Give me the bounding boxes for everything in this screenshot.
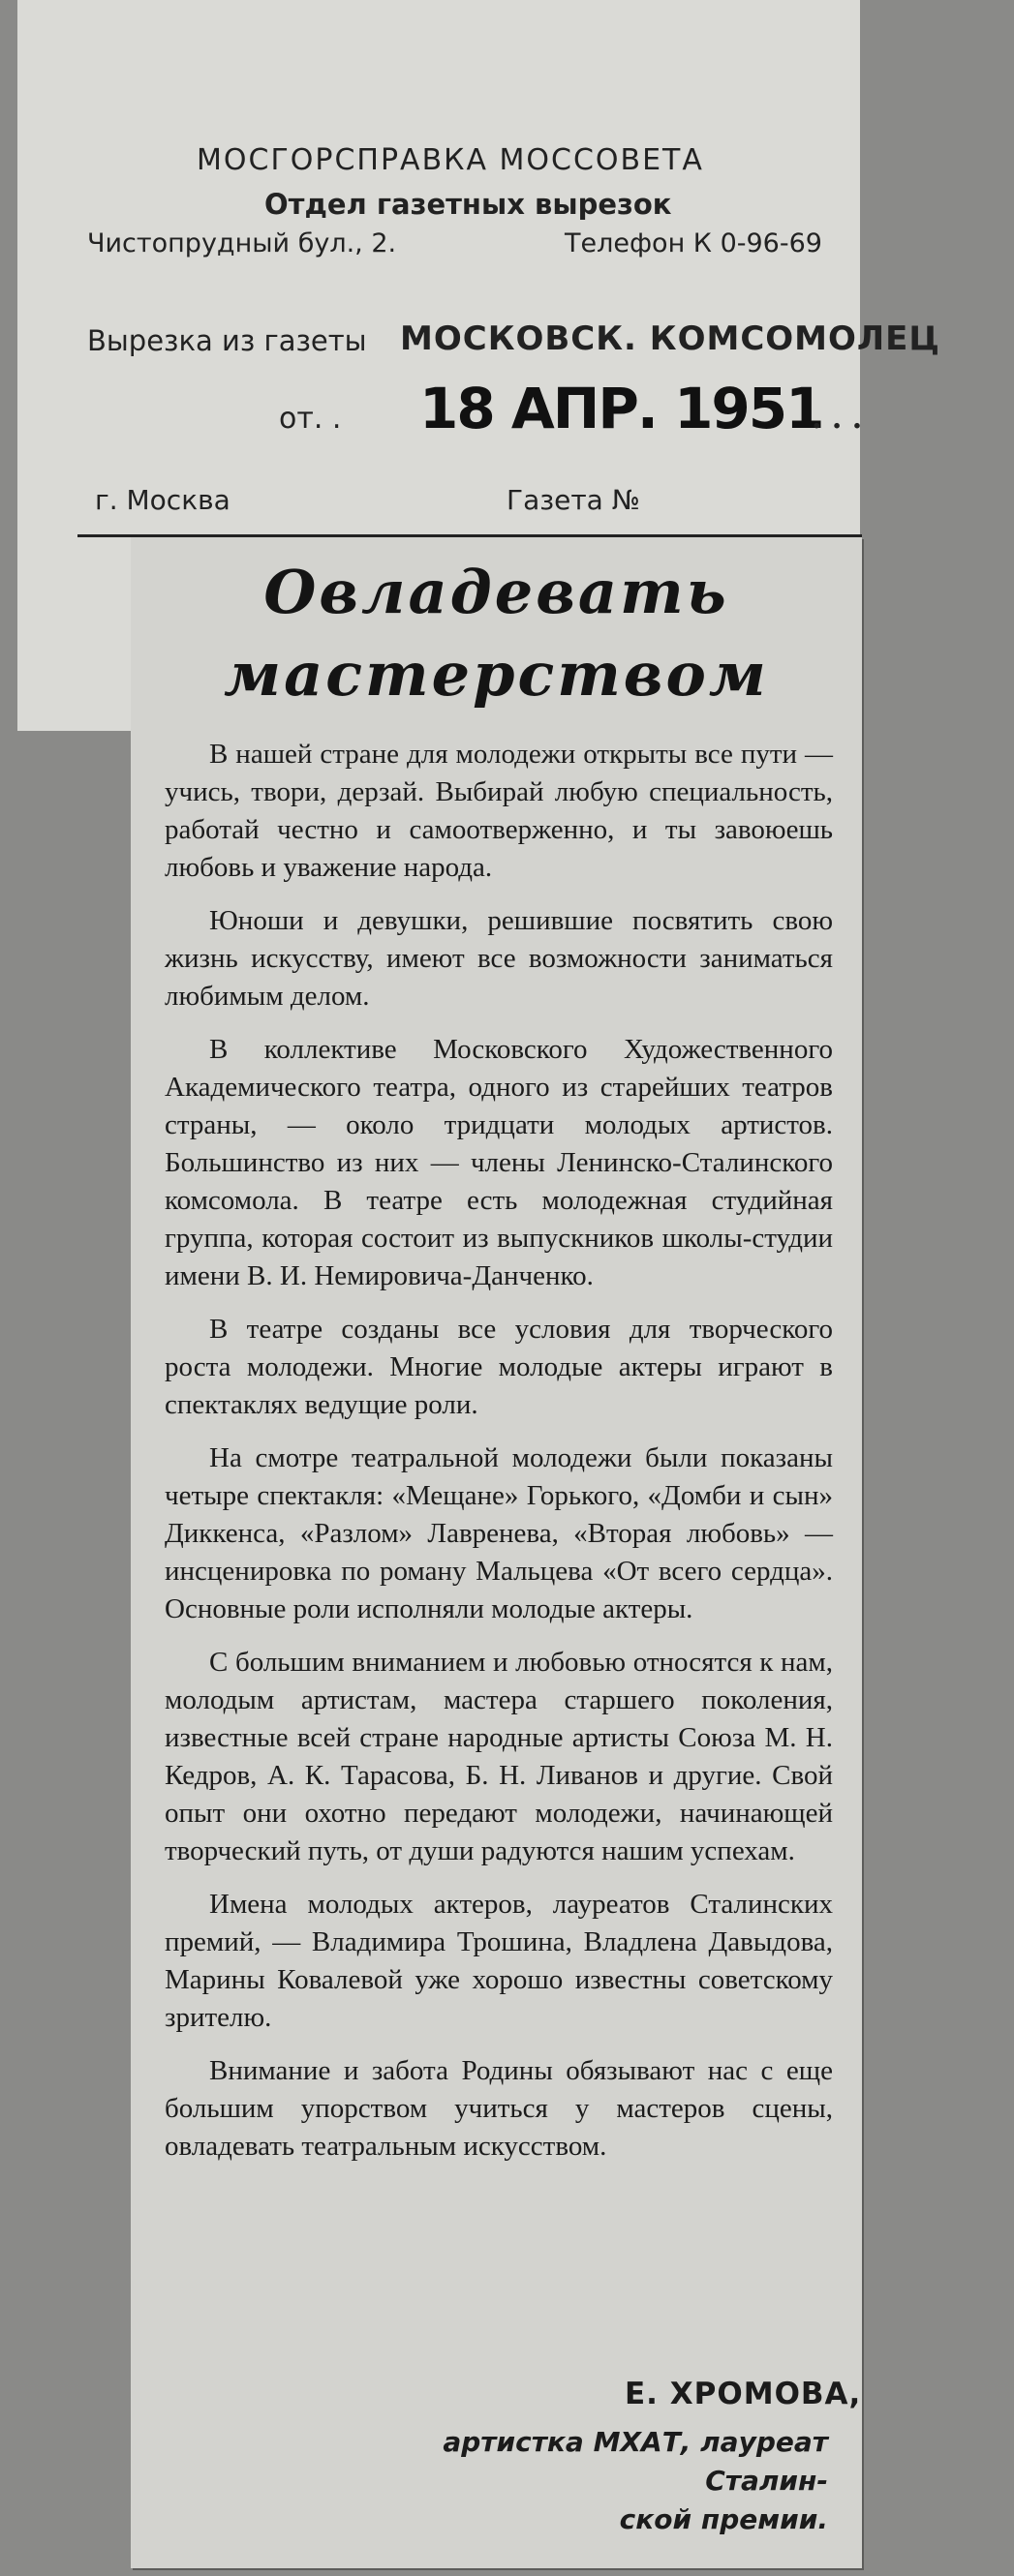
paragraph: В театре созданы все условия для творческого роста молодежи. Многие молодые актеры играют в спектаклях ведущие роли. [165,1314,833,1420]
paragraph: С большим вниманием и любовью относятся к нам, молодым артистам, мастера старшего поколения, известные всей стране народные артисты Союза М. Н. Кедров, А. К. Тарасова, Б. Н. Ливанов и другие. Свой опыт они охотно передают молодежи, начинающей творческий путь, от души радуются нашим успехам. [165,1647,833,1866]
author-title [324,2423,828,2539]
paragraph: В нашей стране для молодежи открыты все пути — учись, твори, дерзай. Выбирай любую специальность, работай честно и самоотверженно, и ты завоюешь любовь и уважение народа. [165,739,833,883]
author-title-line2: ской премии. [619,2503,828,2535]
paper-number-label: Газета № [507,484,640,516]
newspaper-clipping [131,537,862,2568]
author-name: Е. ХРОМОВА, [625,2377,862,2411]
cut-label: Вырезка из газеты [87,324,367,357]
department-name: Отдел газетных вырезок [264,188,672,221]
newspaper-name: МОСКОВСК. КОМСОМОЛЕЦ [400,319,940,358]
paragraph: В коллективе Московского Художественного Академического театра, одного из старейших театров страны, — около тридцати молодых артистов. Большинство из них — члены Ленинско-Сталинского комсомола. В театре есть молодежная студийная группа, которая состоит из выпускников школы-студии имени В. И. Немировича-Данченко. [165,1034,833,1291]
city: г. Москва [95,484,230,516]
paragraph: Юноши и девушки, решившие посвятить свою жизнь искусству, имеют все возможности заниматься любимым делом. [165,905,833,1012]
article-title-line1: Овладевать [263,557,729,627]
paragraph: На смотре театральной молодежи были показаны четыре спектакля: «Мещане» Горького, «Домби и сын» Диккенса, «Разлом» Лавренева, «Вторая любовь» — инсценировка по роману Мальцева «От всего сердца». Основные роли исполняли молодые актеры. [165,1442,833,1624]
date-dots: . . . [812,402,863,436]
paragraph: Имена молодых актеров, лауреатов Сталинских премий, — Владимира Трошина, Владлена Давыдова, Марины Ковалевой уже хорошо известны советскому зрителю. [165,1889,833,2033]
phone: Телефон К 0-96-69 [565,228,822,258]
agency-name: МОСГОРСПРАВКА МОССОВЕТА [197,143,704,177]
date-stamp: 18 АПР. 1951 [419,376,823,441]
author-title-line1: артистка МХАТ, лауреат Сталин- [443,2426,828,2497]
paragraph: Внимание и забота Родины обязывают нас с еще большим упорством учиться у мастеров сцены, овладевать театральным искусством. [165,2055,833,2162]
address: Чистопрудный бул., 2. [87,228,397,258]
article-title-line2: мастерством [224,639,769,710]
from-label: от. . [279,402,342,436]
article-body [165,736,833,2181]
